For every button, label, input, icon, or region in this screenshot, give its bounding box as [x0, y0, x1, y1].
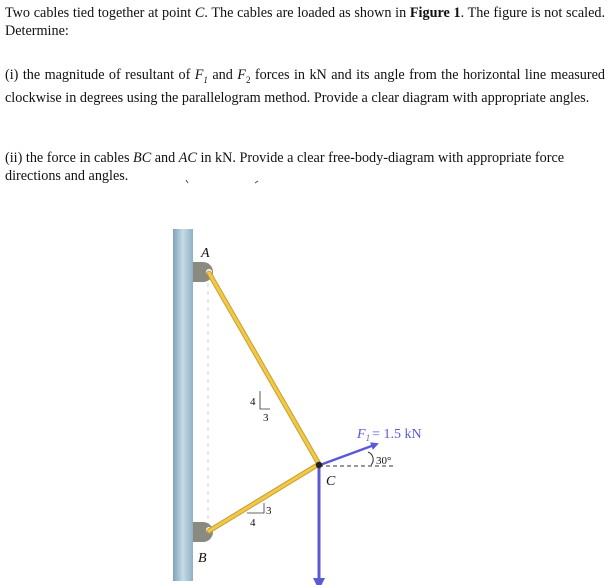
point-c-ref: C: [194, 5, 205, 21]
force-f1-arrow: [320, 444, 377, 465]
part-ii-text-start: (ii) the force in cables: [5, 150, 134, 166]
label-c: C: [326, 474, 336, 489]
f1-subscript: 1: [203, 74, 208, 85]
cable-bc-ref: BC: [133, 150, 152, 166]
part-i-text-start: (i) the magnitude of resultant of: [5, 67, 195, 83]
part-i-and: and: [207, 67, 238, 83]
intro-text-start: Two cables tied together at point: [5, 5, 195, 21]
intro-text-end: . The figure is not scaled. Determine:: [5, 5, 606, 39]
figure-ref: Figure 1: [409, 5, 461, 21]
angle-arc-30: [368, 452, 373, 465]
f2-subscript: 2: [245, 74, 251, 85]
part-ii-and: and: [151, 150, 179, 166]
node-c: [316, 462, 322, 468]
stray-mark-2: [255, 181, 258, 183]
f2-symbol: F: [237, 67, 246, 83]
label-a: A: [201, 246, 210, 261]
f1-symbol: F: [194, 67, 204, 83]
cable-ac-ref: AC: [178, 150, 197, 166]
force-f2-arrowhead: [313, 578, 325, 585]
part-i-text-end: forces in kN and its angle from the horizontal line measured clockwise in degrees using the parallelogram method. Provide a clear diagram with appropriate angles.: [5, 67, 605, 106]
f1-label: $F_1 = 1.5$ kN: [357, 427, 422, 443]
f1-angle-label: 30°: [376, 455, 392, 467]
ac-slope-run: 3: [263, 412, 269, 424]
wall: [173, 229, 193, 581]
ac-slope-rise: 4: [250, 396, 256, 408]
bc-slope-rise: 3: [266, 505, 272, 517]
part-ii-text-end: in kN. Provide a clear free-body-diagram with appropriate force directions and angles.: [5, 150, 565, 184]
ac-slope-triangle: [260, 391, 270, 409]
intro-text-mid: . The cables are loaded as shown in: [204, 5, 410, 21]
bc-slope-run: 4: [250, 517, 256, 529]
label-b: B: [198, 551, 207, 566]
stray-mark-1: [186, 180, 188, 183]
